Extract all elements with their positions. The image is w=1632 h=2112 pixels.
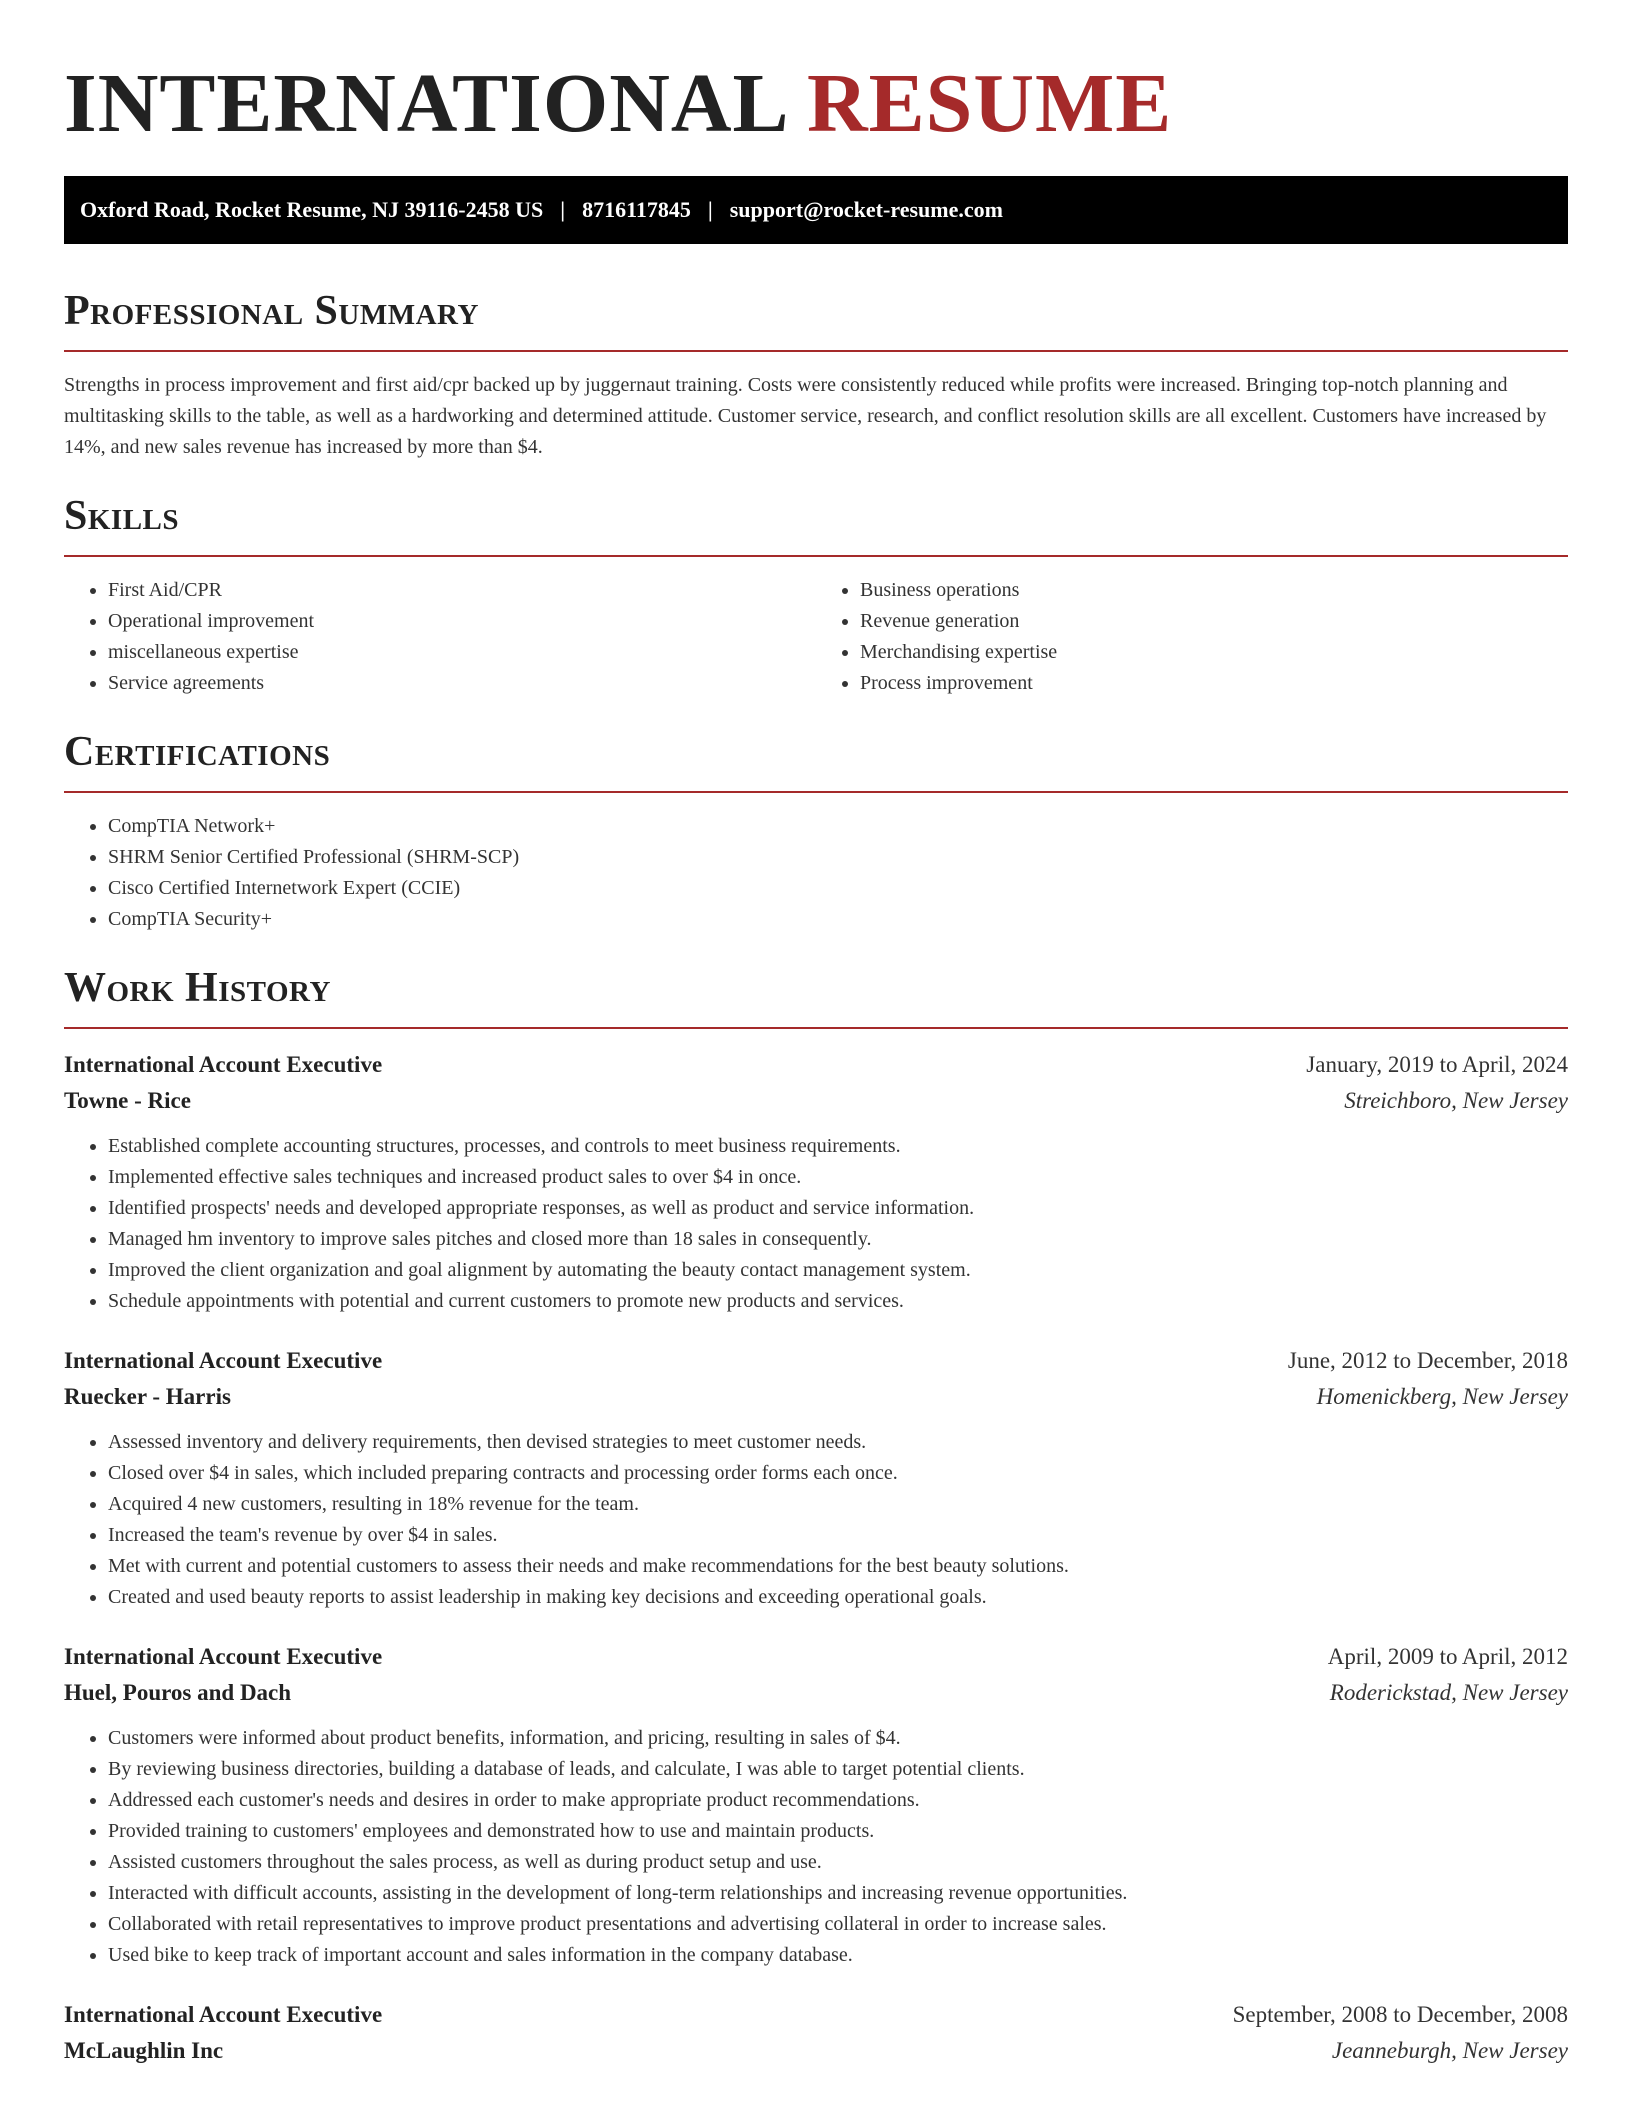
job-entry bbox=[64, 1639, 1568, 1971]
title-main: INTERNATIONAL bbox=[64, 57, 785, 150]
job-bullet: • Interacted with difficult accounts, assisting in the development of long-term relationships and increasing revenue opportunities. bbox=[108, 1878, 1568, 1909]
job-title: International Account Executive bbox=[64, 1644, 383, 1669]
job-bullet: • Used bike to keep track of important account and sales information in the company database. bbox=[108, 1940, 1568, 1971]
job-bullet: • Closed over $4 in sales, which included preparing contracts and processing order forms each once. bbox=[108, 1458, 1568, 1489]
job-bullet: • By reviewing business directories, building a database of leads, and calculate, I was able to target potential clients. bbox=[108, 1754, 1568, 1785]
job-bullet: • Customers were informed about product benefits, information, and pricing, resulting in sales of $4. bbox=[108, 1723, 1568, 1754]
skill-item: • First Aid/CPR bbox=[108, 575, 816, 606]
contact-email: support@rocket-resume.com bbox=[729, 197, 1003, 222]
job-dates: April, 2009 to April, 2012 bbox=[1327, 1644, 1568, 1669]
section-divider bbox=[64, 350, 1568, 352]
skill-item: • Process improvement bbox=[860, 668, 1568, 699]
work-history-heading: Work History bbox=[64, 965, 331, 1011]
contact-separator: | bbox=[707, 197, 713, 222]
job-bullet: • Established complete accounting structures, processes, and controls to meet business requirements. bbox=[108, 1131, 1568, 1162]
skills-grid bbox=[64, 575, 1568, 699]
certification-item: • CompTIA Security+ bbox=[108, 904, 1568, 935]
job-bullet: • Managed hm inventory to improve sales pitches and closed more than 18 sales in consequently. bbox=[108, 1224, 1568, 1255]
certification-item: • CompTIA Network+ bbox=[108, 811, 1568, 842]
job-bullet: • Acquired 4 new customers, resulting in 18% revenue for the team. bbox=[108, 1489, 1568, 1520]
job-bullet: • Increased the team's revenue by over $4 in sales. bbox=[108, 1520, 1568, 1551]
job-bullet: • Assessed inventory and delivery requirements, then devised strategies to meet customer needs. bbox=[108, 1427, 1568, 1458]
skill-item: • Revenue generation bbox=[860, 606, 1568, 637]
job-location: Roderickstad, New Jersey bbox=[1329, 1680, 1568, 1705]
contact-separator: | bbox=[560, 197, 566, 222]
section-divider bbox=[64, 791, 1568, 793]
job-bullet: • Created and used beauty reports to assist leadership in making key decisions and exceeding operational goals. bbox=[108, 1582, 1568, 1613]
summary-heading: Professional Summary bbox=[64, 288, 479, 334]
job-entry bbox=[64, 1047, 1568, 1317]
job-bullet: • Assisted customers throughout the sales process, as well as during product setup and use. bbox=[108, 1847, 1568, 1878]
job-title: International Account Executive bbox=[64, 2002, 383, 2027]
job-entry bbox=[64, 1343, 1568, 1613]
job-dates: June, 2012 to December, 2018 bbox=[1287, 1348, 1568, 1373]
job-bullet: • Collaborated with retail representatives to improve product presentations and advertising collateral in order to increase sales. bbox=[108, 1909, 1568, 1940]
job-bullets bbox=[64, 1427, 1568, 1613]
certification-item: • SHRM Senior Certified Professional (SHRM-SCP) bbox=[108, 842, 1568, 873]
job-location: Homenickberg, New Jersey bbox=[1316, 1384, 1568, 1409]
job-entry bbox=[64, 1997, 1568, 2069]
job-bullet: • Provided training to customers' employees and demonstrated how to use and maintain products. bbox=[108, 1816, 1568, 1847]
skill-item: • miscellaneous expertise bbox=[108, 637, 816, 668]
skill-item: • Merchandising expertise bbox=[860, 637, 1568, 668]
skills-list-right bbox=[816, 575, 1568, 699]
job-bullet: • Improved the client organization and goal alignment by automating the beauty contact management system. bbox=[108, 1255, 1568, 1286]
job-title: International Account Executive bbox=[64, 1348, 383, 1373]
job-bullet: • Addressed each customer's needs and desires in order to make appropriate product recommendations. bbox=[108, 1785, 1568, 1816]
skill-item: • Operational improvement bbox=[108, 606, 816, 637]
work-history-section bbox=[64, 965, 1568, 2069]
contact-address: Oxford Road, Rocket Resume, NJ 39116-2458 US bbox=[80, 197, 544, 222]
job-dates: September, 2008 to December, 2008 bbox=[1232, 2002, 1568, 2027]
certifications-heading: Certifications bbox=[64, 729, 331, 775]
job-bullets bbox=[64, 1131, 1568, 1317]
job-bullet: • Met with current and potential customers to assess their needs and make recommendations for the best beauty solutions. bbox=[108, 1551, 1568, 1582]
contact-phone: 8716117845 bbox=[582, 197, 691, 222]
skills-list-left bbox=[64, 575, 816, 699]
certifications-list bbox=[64, 811, 1568, 935]
skills-section bbox=[64, 493, 1568, 699]
certification-item: • Cisco Certified Internetwork Expert (CCIE) bbox=[108, 873, 1568, 904]
title-accent: RESUME bbox=[806, 57, 1173, 150]
job-bullet: • Implemented effective sales techniques and increased product sales to over $4 in once. bbox=[108, 1162, 1568, 1193]
job-company: McLaughlin Inc bbox=[64, 2038, 224, 2063]
job-bullet: • Schedule appointments with potential and current customers to promote new products and services. bbox=[108, 1286, 1568, 1317]
job-dates: January, 2019 to April, 2024 bbox=[1306, 1052, 1568, 1077]
job-location: Streichboro, New Jersey bbox=[1344, 1088, 1568, 1113]
job-bullets bbox=[64, 1723, 1568, 1971]
summary-text: Strengths in process improvement and first aid/cpr backed up by juggernaut training. Costs were consistently reduced while profits were increased. Bringing top-notch planning and multitasking skills to the table, as well as a hardworking and determined attitude. Customer service, research, and conflict resolution skills are all excellent. Customers have increased by 14%, and new sales revenue has increased by more than $4. bbox=[64, 374, 1547, 458]
section-divider bbox=[64, 555, 1568, 557]
job-company: Ruecker - Harris bbox=[64, 1384, 231, 1409]
section-divider bbox=[64, 1027, 1568, 1029]
certifications-section bbox=[64, 729, 1568, 935]
job-location: Jeanneburgh, New Jersey bbox=[1331, 2038, 1568, 2063]
job-bullet: • Identified prospects' needs and developed appropriate responses, as well as product and service information. bbox=[108, 1193, 1568, 1224]
skill-item: • Business operations bbox=[860, 575, 1568, 606]
skill-item: • Service agreements bbox=[108, 668, 816, 699]
contact-bar bbox=[64, 176, 1568, 244]
resume-title bbox=[64, 56, 1568, 152]
summary-section bbox=[64, 288, 1568, 463]
skills-heading: Skills bbox=[64, 493, 180, 539]
job-company: Huel, Pouros and Dach bbox=[64, 1680, 292, 1705]
job-company: Towne - Rice bbox=[64, 1088, 191, 1113]
job-title: International Account Executive bbox=[64, 1052, 383, 1077]
